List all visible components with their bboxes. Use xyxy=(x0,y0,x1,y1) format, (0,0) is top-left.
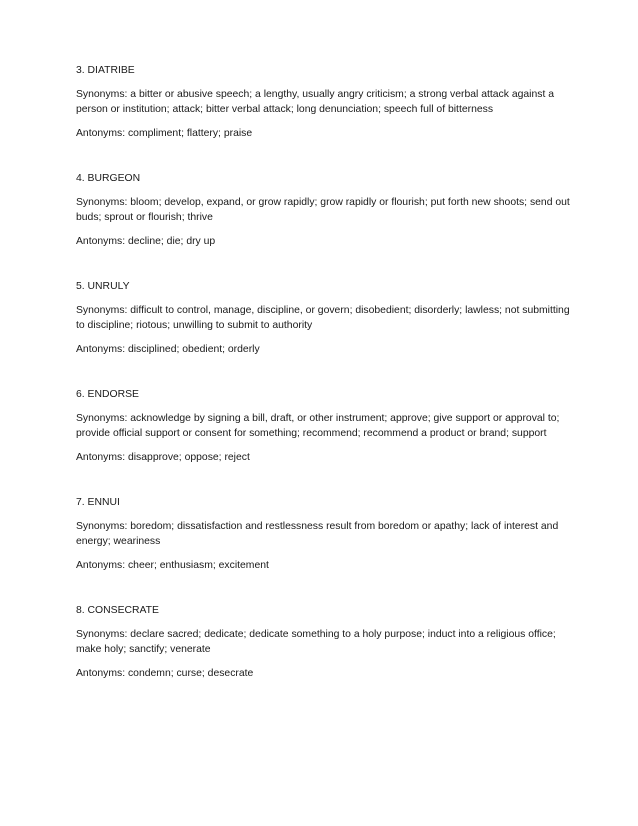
entry-synonyms: Synonyms: bloom; develop, expand, or grow rapidly; grow rapidly or flourish; put forth new shoots; send out buds; sprout or flourish; thrive xyxy=(76,197,570,223)
entry-antonyms: Antonyms: cheer; enthusiasm; excitement xyxy=(76,560,269,571)
vocab-entry-unruly xyxy=(76,279,570,357)
vocab-entry-burgeon xyxy=(76,171,570,249)
entry-antonyms: Antonyms: condemn; curse; desecrate xyxy=(76,668,254,679)
entry-antonyms: Antonyms: decline; die; dry up xyxy=(76,236,216,247)
entry-synonyms: Synonyms: a bitter or abusive speech; a lengthy, usually angry criticism; a strong verbal attack against a person or institution; attack; bitter verbal attack; long denunciation; speech full of bitterness xyxy=(76,89,555,115)
entry-title: 3. DIATRIBE xyxy=(76,65,135,76)
entry-title: 8. CONSECRATE xyxy=(76,605,159,616)
entry-synonyms: Synonyms: boredom; dissatisfaction and restlessness result from boredom or apathy; lack of interest and energy; weariness xyxy=(76,521,559,547)
entry-synonyms: Synonyms: declare sacred; dedicate; dedicate something to a holy purpose; induct into a religious office; make holy; sanctify; venerate xyxy=(76,629,556,655)
vocab-entry-endorse xyxy=(76,387,570,465)
entry-synonyms: Synonyms: acknowledge by signing a bill, draft, or other instrument; approve; give support or approval to; provide official support or consent for something; recommend; recommend a product or brand; support xyxy=(76,413,560,439)
entry-antonyms: Antonyms: disciplined; obedient; orderly xyxy=(76,344,260,355)
vocab-entry-consecrate xyxy=(76,603,570,681)
vocab-entry-ennui xyxy=(76,495,570,573)
entry-title: 6. ENDORSE xyxy=(76,389,139,400)
entry-title: 7. ENNUI xyxy=(76,497,120,508)
entry-title: 4. BURGEON xyxy=(76,173,141,184)
entry-synonyms: Synonyms: difficult to control, manage, discipline, or govern; disobedient; disorderly; lawless; not submitting to discipline; riotous; unwilling to submit to authority xyxy=(76,305,570,331)
entry-antonyms: Antonyms: disapprove; oppose; reject xyxy=(76,452,250,463)
vocab-entry-diatribe xyxy=(76,63,570,141)
entry-antonyms: Antonyms: compliment; flattery; praise xyxy=(76,128,253,139)
entry-title: 5. UNRULY xyxy=(76,281,130,292)
document-page xyxy=(76,63,570,711)
